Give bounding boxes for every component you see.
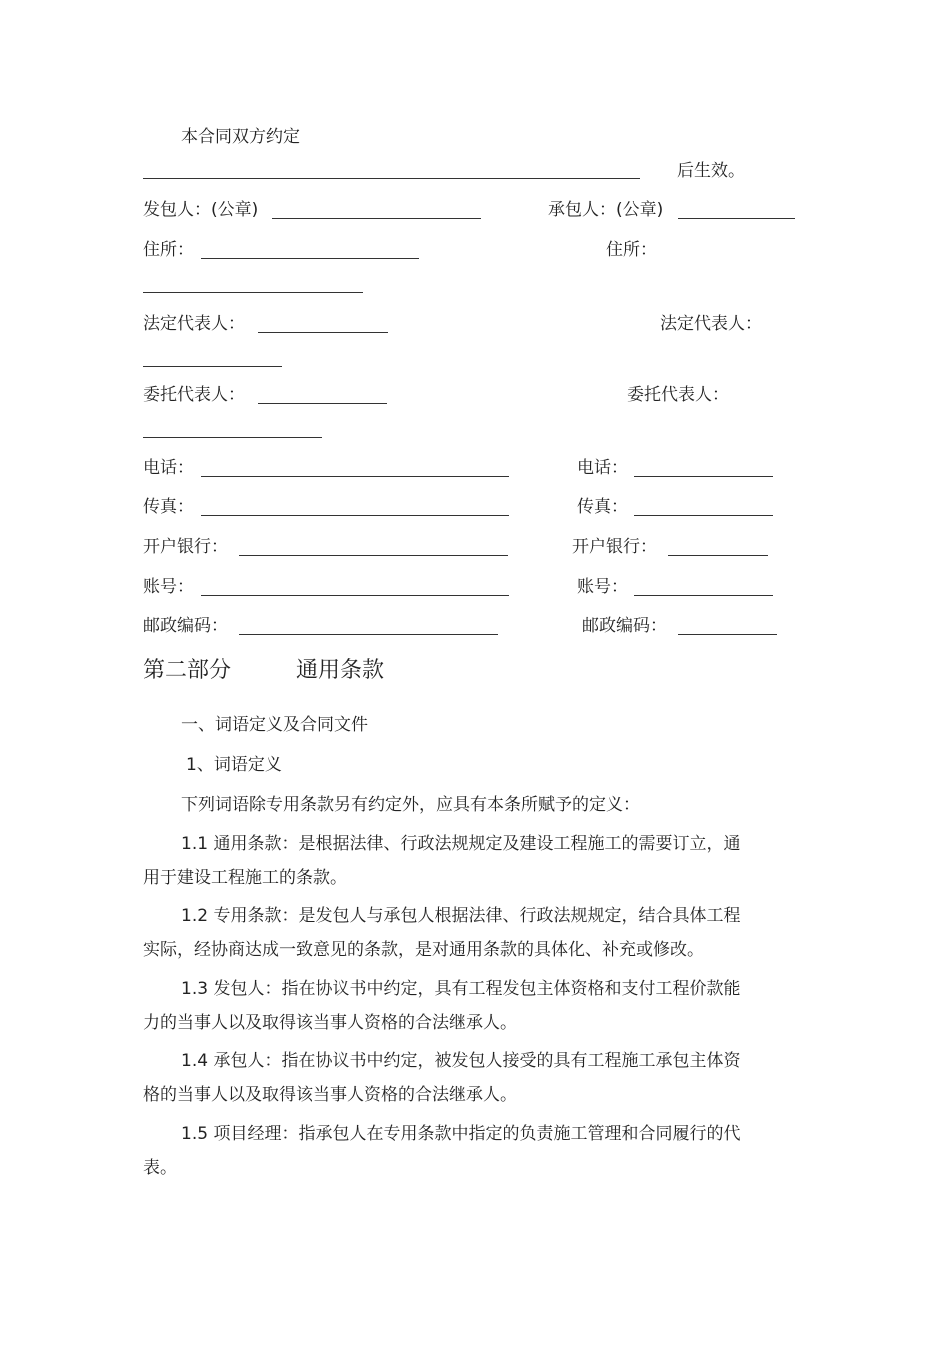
fax-left-blank (201, 515, 509, 516)
phone-right-label: 电话： (577, 458, 628, 478)
phone-left-label: 电话： (143, 458, 194, 478)
postcode-left-blank (239, 634, 498, 635)
agent-right-blank (143, 437, 322, 438)
agent-left-label: 委托代表人： (143, 385, 245, 405)
bank-left-label: 开户银行： (143, 537, 228, 557)
section-heading: 一、词语定义及合同文件 (181, 715, 368, 735)
definition-1-2-line2: 实际，经协商达成一致意见的条款，是对通用条款的具体化、补充或修改。 (143, 940, 704, 960)
contractor-seal-label: 承包人：(公章) (548, 200, 664, 220)
definition-1-1-line2: 用于建设工程施工的条款。 (143, 868, 347, 888)
legal-rep-left-label: 法定代表人： (143, 314, 245, 334)
address-right-label: 住所： (606, 240, 657, 260)
legal-rep-right-blank (143, 366, 282, 367)
postcode-right-label: 邮政编码： (582, 616, 667, 636)
bank-right-label: 开户银行： (572, 537, 657, 557)
account-right-blank (634, 595, 773, 596)
account-right-label: 账号： (577, 577, 628, 597)
definition-1-5-line2: 表。 (143, 1158, 177, 1178)
part-title-heading: 通用条款 (296, 658, 385, 683)
postcode-right-blank (678, 634, 777, 635)
fax-left-label: 传真： (143, 497, 194, 517)
effective-condition-blank (143, 178, 640, 179)
legal-rep-left-blank (258, 332, 388, 333)
address-left-label: 住所： (143, 240, 194, 260)
address-left-blank (201, 258, 419, 259)
part-number-heading: 第二部分 (143, 658, 232, 683)
definition-1-3-line1: 1.3 发包人：指在协议书中约定，具有工程发包主体资格和支付工程价款能 (181, 979, 741, 999)
definition-1-4-line1: 1.4 承包人：指在协议书中约定，被发包人接受的具有工程施工承包主体资 (181, 1051, 741, 1071)
definition-1-1-line1: 1.1 通用条款：是根据法律、行政法规规定及建设工程施工的需要订立，通 (181, 834, 741, 854)
address-right-blank (143, 292, 363, 293)
account-left-label: 账号： (143, 577, 194, 597)
agent-left-blank (258, 403, 387, 404)
fax-right-label: 传真： (577, 497, 628, 517)
agent-right-label: 委托代表人： (627, 385, 729, 405)
definition-1-2-line1: 1.2 专用条款：是发包人与承包人根据法律、行政法规规定，结合具体工程 (181, 906, 741, 926)
subsection-heading: 1、词语定义 (186, 755, 282, 775)
contractor-seal-blank (678, 218, 795, 219)
effective-text: 后生效。 (677, 161, 745, 181)
fax-right-blank (634, 515, 773, 516)
postcode-left-label: 邮政编码： (143, 616, 228, 636)
intro-line: 本合同双方约定 (181, 127, 300, 147)
definition-1-3-line2: 力的当事人以及取得该当事人资格的合法继承人。 (143, 1013, 517, 1033)
employer-seal-blank (272, 218, 481, 219)
definition-1-4-line2: 格的当事人以及取得该当事人资格的合法继承人。 (143, 1085, 517, 1105)
phone-left-blank (201, 476, 509, 477)
account-left-blank (201, 595, 509, 596)
bank-left-blank (239, 555, 508, 556)
lead-paragraph: 下列词语除专用条款另有约定外，应具有本条所赋予的定义： (181, 795, 640, 815)
phone-right-blank (634, 476, 773, 477)
bank-right-blank (668, 555, 768, 556)
definition-1-5-line1: 1.5 项目经理：指承包人在专用条款中指定的负责施工管理和合同履行的代 (181, 1124, 741, 1144)
employer-seal-label: 发包人：(公章) (143, 200, 259, 220)
legal-rep-right-label: 法定代表人： (660, 314, 762, 334)
